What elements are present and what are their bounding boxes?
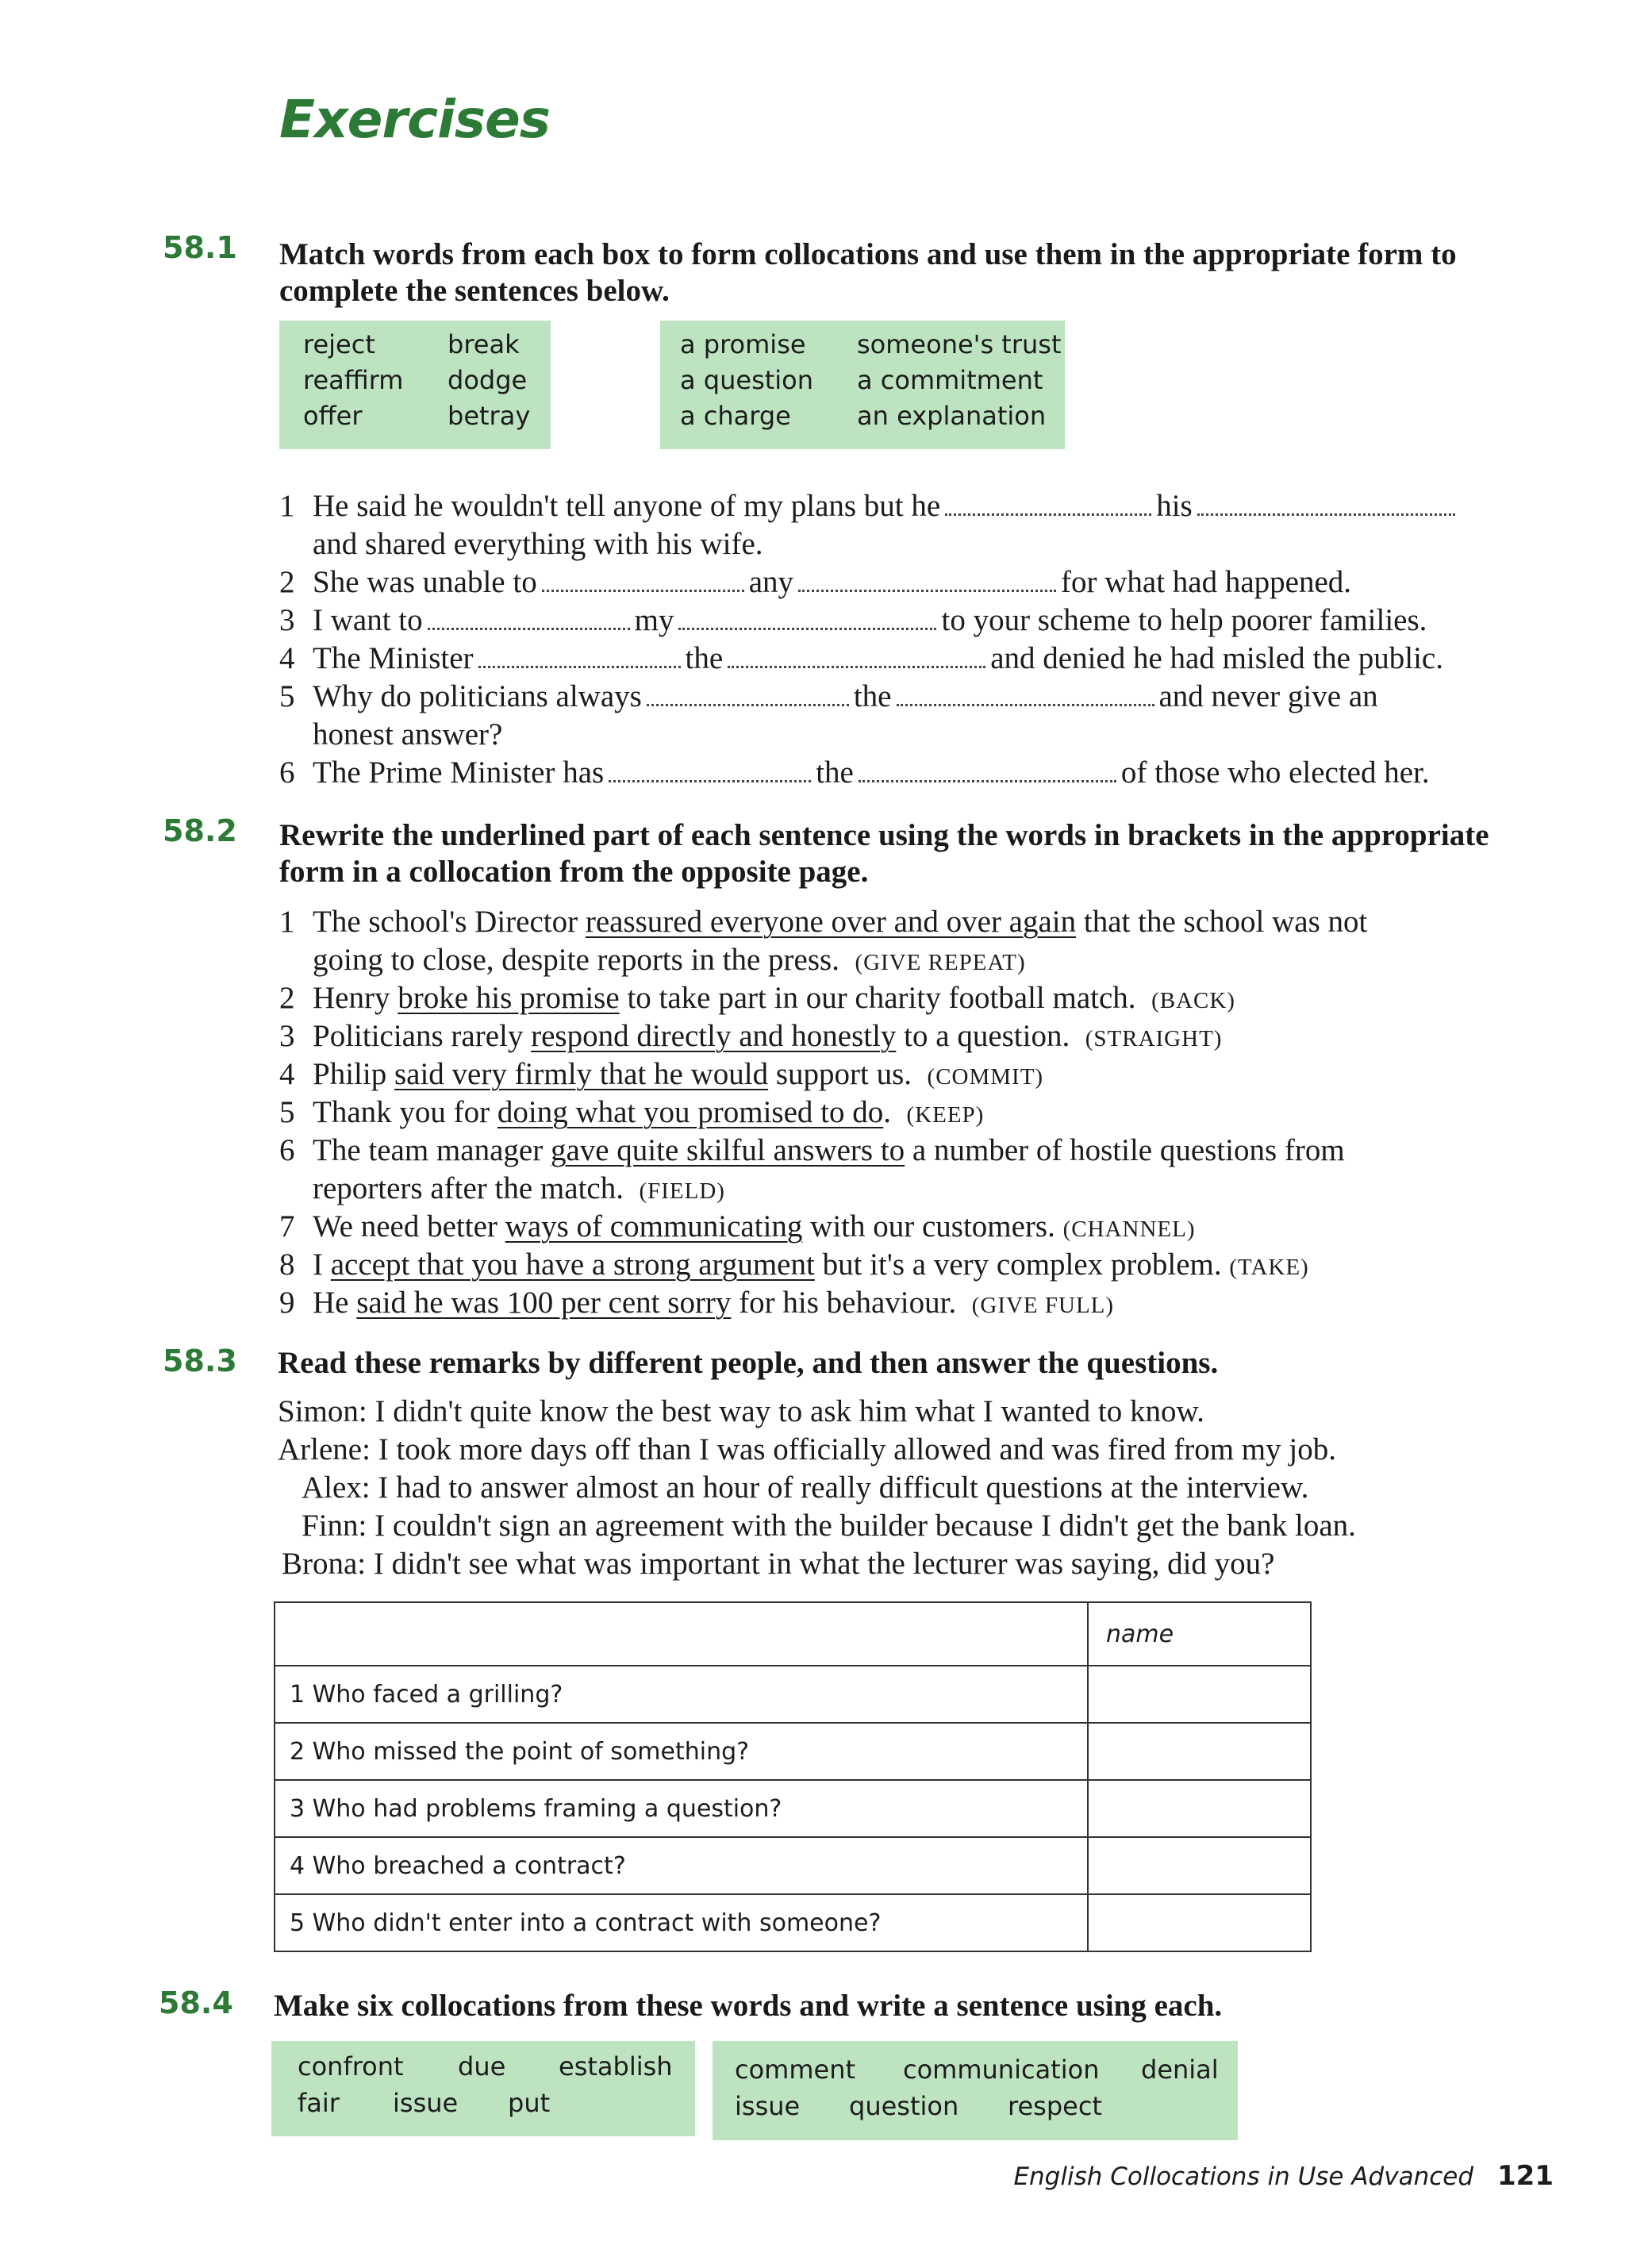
box-word: question xyxy=(849,2091,959,2121)
box-word: fair xyxy=(298,2088,340,2118)
blank xyxy=(945,513,1151,516)
exercise-number: 58.3 xyxy=(163,1344,237,1378)
answer-cell[interactable] xyxy=(1088,1780,1311,1837)
table-row xyxy=(275,1666,1311,1723)
sentence-text: I xyxy=(313,1247,331,1282)
sentence-text: with our customers. xyxy=(802,1209,1055,1244)
item-number: 8 xyxy=(279,1247,295,1282)
blank xyxy=(647,704,849,706)
underlined-phrase: doing what you promised to do xyxy=(497,1095,884,1129)
item-number: 6 xyxy=(279,1133,295,1167)
bracket-hint: (TAKE) xyxy=(1229,1255,1309,1280)
box-word: confront xyxy=(298,2051,404,2082)
blank xyxy=(1197,513,1455,516)
rewrite-continuation xyxy=(313,1170,725,1210)
box-word: respect xyxy=(1008,2091,1102,2121)
sentence-text: of those who elected her. xyxy=(1120,755,1430,790)
item-number: 4 xyxy=(279,641,295,675)
bracket-hint: (FIELD) xyxy=(639,1178,725,1204)
sentence-text: going to close, despite reports in the press. xyxy=(313,943,839,977)
bracket-hint: (GIVE FULL) xyxy=(971,1293,1115,1318)
item-number: 7 xyxy=(279,1209,295,1244)
sentence-text: the xyxy=(816,755,854,790)
remark-text: I didn't see what was important in what the lecturer was saying, did you? xyxy=(373,1547,1275,1581)
bracket-hint: (CHANNEL) xyxy=(1062,1217,1196,1242)
box-word: a promise xyxy=(680,329,806,359)
page-number: 121 xyxy=(1497,2160,1554,2192)
item-number: 5 xyxy=(279,679,295,713)
underlined-phrase: said he was 100 per cent sorry xyxy=(356,1286,732,1320)
answer-cell[interactable] xyxy=(1088,1666,1311,1723)
underlined-phrase: gave quite skilful answers to xyxy=(550,1133,905,1167)
sentence-text: Philip xyxy=(313,1057,394,1091)
item-number: 2 xyxy=(279,565,295,599)
sentence-text: my xyxy=(634,603,674,637)
box-word: break xyxy=(448,329,520,359)
answer-cell[interactable] xyxy=(1088,1723,1311,1780)
word-box-verbs xyxy=(279,321,551,449)
box-word: communication xyxy=(903,2055,1100,2085)
sentence-text: to take part in our charity football match. xyxy=(619,981,1136,1015)
answer-cell[interactable] xyxy=(1088,1894,1311,1951)
word-box-nouns xyxy=(660,321,1065,449)
sentence-text: his xyxy=(1156,489,1193,523)
sentence-text: Why do politicians always xyxy=(313,679,642,713)
blank xyxy=(859,780,1116,782)
sentence-text: Henry xyxy=(313,981,398,1015)
underlined-phrase: accept that you have a strong argument xyxy=(330,1247,815,1282)
underlined-phrase: reassured everyone over and over again xyxy=(585,905,1077,939)
remark xyxy=(278,1393,1204,1430)
box-word: offer xyxy=(303,401,363,431)
question-cell: 4 Who breached a contract? xyxy=(275,1837,1088,1894)
sentence-text: and never give an xyxy=(1158,679,1378,713)
sentence-text: The Minister xyxy=(313,641,474,675)
sentence-text: the xyxy=(853,679,892,713)
exercise-number: 58.2 xyxy=(163,813,237,848)
sentence-text: any xyxy=(748,565,794,599)
exercise-instruction: Read these remarks by different people, and then answer the questions. xyxy=(278,1346,1219,1380)
remark xyxy=(282,1545,1274,1582)
box-word: due xyxy=(458,2051,506,2082)
bracket-hint: (BACK) xyxy=(1151,988,1235,1013)
question-cell: 2 Who missed the point of something? xyxy=(275,1723,1088,1780)
sentence-text: Thank you for xyxy=(313,1095,497,1129)
box-word: issue xyxy=(735,2091,801,2121)
question-cell: 3 Who had problems framing a question? xyxy=(275,1780,1088,1837)
blank xyxy=(478,666,681,668)
blank xyxy=(897,704,1154,706)
speaker-name: Brona: xyxy=(282,1547,367,1581)
speaker-name: Arlene: xyxy=(278,1432,371,1467)
remark xyxy=(302,1469,1308,1506)
sentence-continuation: honest answer? xyxy=(313,717,503,752)
sentence-text: Politicians rarely xyxy=(313,1019,532,1053)
box-word: put xyxy=(508,2088,551,2118)
sentence-text: for what had happened. xyxy=(1061,565,1352,599)
sentence-text: support us. xyxy=(768,1057,912,1091)
speaker-name: Alex: xyxy=(302,1470,371,1505)
table-header-empty xyxy=(275,1602,1088,1666)
sentence-text: The school's Director xyxy=(313,905,586,939)
rewrite-continuation xyxy=(313,941,1026,982)
exercise-instruction: Rewrite the underlined part of each sentence using the words in brackets in the appropriate form in a collocation from the opposite page. xyxy=(279,818,1489,889)
blank xyxy=(728,666,985,668)
question-cell: 5 Who didn't enter into a contract with someone? xyxy=(275,1894,1088,1951)
book-title: English Collocations in Use Advanced xyxy=(1013,2162,1474,2191)
underlined-phrase: respond directly and honestly xyxy=(531,1019,897,1053)
sentence-text: for his behaviour. xyxy=(731,1286,957,1320)
blank xyxy=(798,590,1056,592)
sentence-text: He said he wouldn't tell anyone of my plans but he xyxy=(313,489,941,523)
blank xyxy=(609,780,811,782)
remark-text: I took more days off than I was officially allowed and was fired from my job. xyxy=(378,1432,1336,1467)
sentence-text: to a question. xyxy=(896,1019,1070,1053)
box-word: a charge xyxy=(680,401,791,431)
bracket-hint: (STRAIGHT) xyxy=(1085,1026,1223,1051)
table-header-name: name xyxy=(1088,1602,1311,1666)
box-word: denial xyxy=(1141,2055,1219,2085)
box-word: someone's trust xyxy=(857,329,1062,359)
speaker-name: Simon: xyxy=(278,1394,367,1428)
sentence-text: The Prime Minister has xyxy=(313,755,605,790)
box-word: betray xyxy=(448,401,531,431)
page-footer xyxy=(1013,2160,1554,2192)
exercise-number: 58.1 xyxy=(163,230,237,265)
sentence-text: . xyxy=(883,1095,891,1129)
exercise-instruction: Make six collocations from these words and write a sentence using each. xyxy=(274,1989,1223,2023)
sentence-text: We need better xyxy=(313,1209,505,1244)
box-word: reject xyxy=(303,329,375,359)
bracket-hint: (GIVE REPEAT) xyxy=(855,950,1026,975)
sentence-text: the xyxy=(685,641,724,675)
answer-cell[interactable] xyxy=(1088,1837,1311,1894)
item-number: 5 xyxy=(279,1095,295,1129)
underlined-phrase: said very firmly that he would xyxy=(394,1057,769,1091)
item-number: 3 xyxy=(279,603,295,637)
item-number: 1 xyxy=(279,489,295,523)
exercise-number: 58.4 xyxy=(159,1985,233,2020)
blank xyxy=(428,628,630,630)
bracket-hint: (COMMIT) xyxy=(927,1064,1044,1090)
item-number: 9 xyxy=(279,1286,295,1320)
sentence-text: that the school was not xyxy=(1076,905,1368,939)
table-row xyxy=(275,1723,1311,1780)
box-word: establish xyxy=(559,2051,673,2082)
sentence-text: She was unable to xyxy=(313,565,537,599)
sentence-text: but it's a very complex problem. xyxy=(814,1247,1222,1282)
word-box-nouns xyxy=(713,2041,1238,2140)
box-word: reaffirm xyxy=(303,365,404,395)
word-box-verbs xyxy=(271,2041,695,2136)
box-word: issue xyxy=(393,2088,459,2118)
sentence-text: The team manager xyxy=(313,1133,551,1167)
exercise-instruction: Match words from each box to form collocations and use them in the appropriate form to complete the sentences below. xyxy=(279,237,1457,308)
sentence-continuation: and shared everything with his wife. xyxy=(313,527,763,561)
table-row xyxy=(275,1894,1311,1951)
sentence-text: reporters after the match. xyxy=(313,1171,624,1205)
table-row xyxy=(275,1780,1311,1837)
box-word: a question xyxy=(680,365,814,395)
speaker-name: Finn: xyxy=(302,1509,367,1543)
sentence-text: to your scheme to help poorer families. xyxy=(941,603,1427,637)
box-word: dodge xyxy=(448,365,528,395)
blank xyxy=(542,590,744,592)
question-cell: 1 Who faced a grilling? xyxy=(275,1666,1088,1723)
item-number: 1 xyxy=(279,905,295,939)
box-word: an explanation xyxy=(857,401,1047,431)
item-number: 3 xyxy=(279,1019,295,1053)
page-title: Exercises xyxy=(279,89,551,150)
underlined-phrase: ways of communicating xyxy=(505,1209,803,1244)
sentence-text: and denied he had misled the public. xyxy=(990,641,1443,675)
box-word: comment xyxy=(735,2055,856,2085)
box-word: a commitment xyxy=(857,365,1043,395)
remark xyxy=(278,1431,1336,1468)
bracket-hint: (KEEP) xyxy=(906,1102,985,1128)
answer-table xyxy=(274,1601,1312,1952)
remark-text: I didn't quite know the best way to ask him what I wanted to know. xyxy=(375,1394,1204,1428)
table-row xyxy=(275,1837,1311,1894)
remark xyxy=(302,1507,1356,1544)
sentence-text: a number of hostile questions from xyxy=(905,1133,1345,1167)
sentence-text: He xyxy=(313,1286,357,1320)
item-number: 6 xyxy=(279,755,295,790)
underlined-phrase: broke his promise xyxy=(398,981,620,1015)
item-number: 2 xyxy=(279,981,295,1015)
sentence-text: I want to xyxy=(313,603,423,637)
blank xyxy=(678,628,936,630)
remark-text: I had to answer almost an hour of really difficult questions at the interview. xyxy=(378,1470,1309,1505)
table-header-row xyxy=(275,1602,1311,1666)
remark-text: I couldn't sign an agreement with the builder because I didn't get the bank loan. xyxy=(375,1509,1356,1543)
item-number: 4 xyxy=(279,1057,295,1091)
